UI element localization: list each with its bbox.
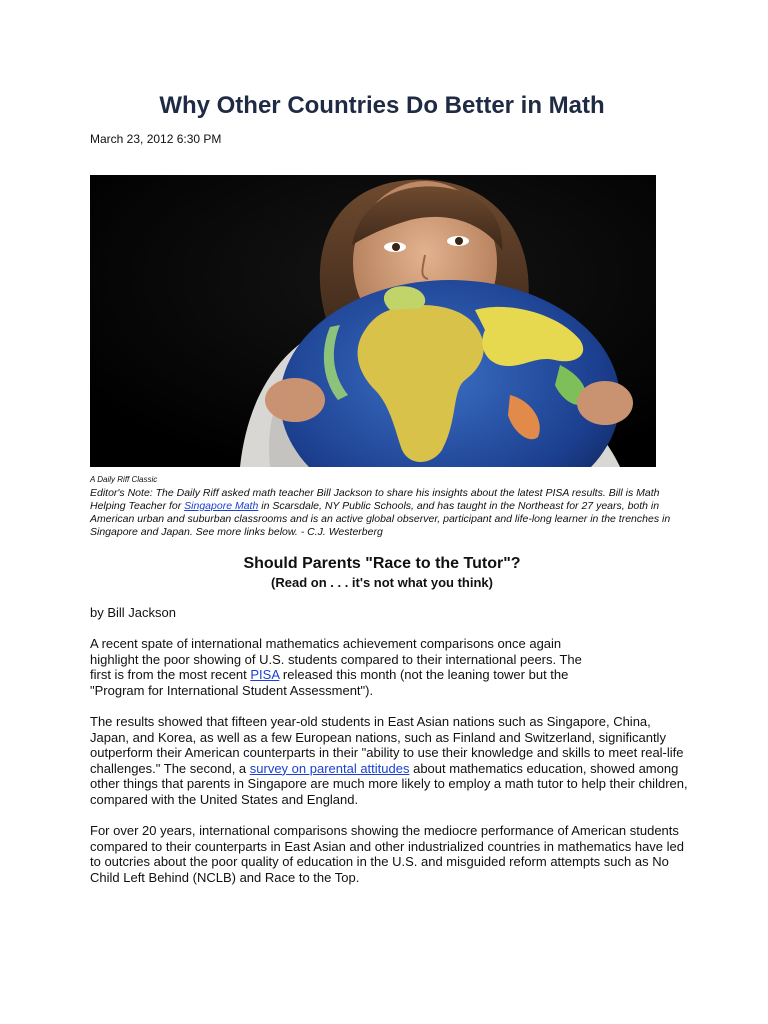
paragraph-3: For over 20 years, international comparisons showing the mediocre performance of American students compared to their counterparts in East Asian and other industrialized countries in mathematics have led to outcries about the poor quality of education in the U.S. and misguided reform attempts such as No Child Left Behind (NCLB) and Race to the Top. <box>90 823 684 885</box>
paragraph-2-text-continued: about mathematics education, showed among other things that parents in Singapore are much more likely to employ a math tutor to help their children, compared with the United States and England. <box>90 760 688 807</box>
paragraph-2-text: The results showed that fifteen year-old students in East Asian nations such as Singapore, China, Japan, and Korea, as well as a few European nations, such as Finland and Switzerland, significantly outperform their American counterparts in their "ability to use their knowledge and skills to meet real-life challenges." The second, a <box>90 714 684 776</box>
editor-note-text: Editor's Note: The Daily Riff asked math teacher Bill Jackson to share his insights about the latest PISA results. Bill is Math Helping Teacher for <box>90 487 660 512</box>
section-subheading: (Read on . . . it's not what you think) <box>271 575 493 590</box>
byline: by Bill Jackson <box>90 605 176 620</box>
paragraph-1-text: A recent spate of international mathematics achievement comparisons once again highlight the poor showing of U.S. students compared to their international peers. The first is from the most recent <box>90 636 582 683</box>
editor-note <box>90 487 680 539</box>
paragraph-1-text-continued: released this month (not the leaning tower but the "Program for International Student Assessment"). <box>90 667 569 698</box>
photo-illustration <box>90 175 656 467</box>
section-heading: Should Parents "Race to the Tutor"? <box>243 555 521 572</box>
paragraph-2 <box>90 714 690 808</box>
paragraph-1 <box>90 636 585 698</box>
photo-caption-label: A Daily Riff Classic <box>90 475 158 484</box>
article-date: March 23, 2012 6:30 PM <box>90 132 222 146</box>
singapore-math-link[interactable]: Singapore Math <box>184 500 259 512</box>
parental-survey-link[interactable]: survey on parental attitudes <box>249 760 410 776</box>
girl-with-globe-photo <box>90 175 656 467</box>
editor-note-text-continued: in Scarsdale, NY Public Schools, and has taught in the Northeast for 27 years, both in American urban and suburban classrooms and is an active global observer, participant and life-long learner in the trenches in Singapore and Japan. See more links below. - C.J. Westerberg <box>90 500 671 538</box>
pisa-link[interactable]: PISA <box>250 667 280 683</box>
page-title: Why Other Countries Do Better in Math <box>159 92 605 119</box>
